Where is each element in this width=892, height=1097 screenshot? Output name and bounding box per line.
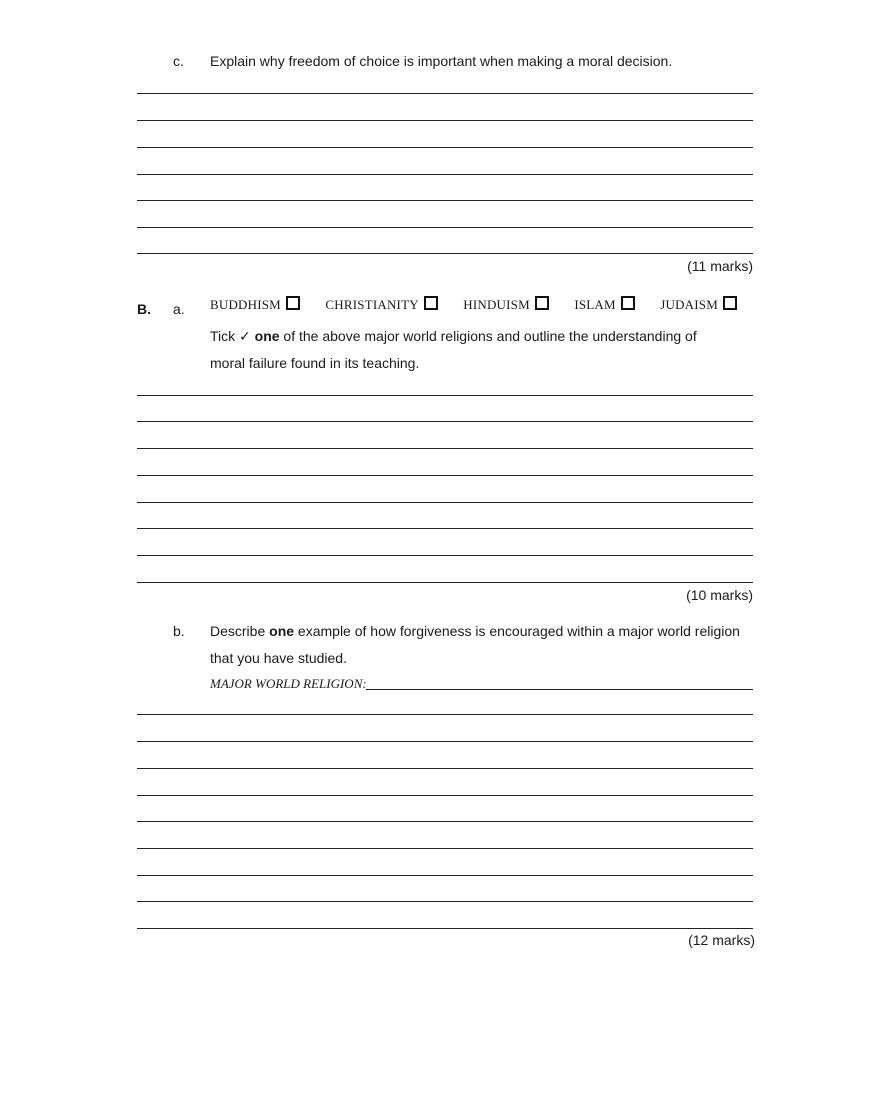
answer-line[interactable]	[137, 227, 753, 228]
answer-line[interactable]	[137, 768, 753, 769]
answer-line[interactable]	[137, 821, 753, 822]
religion-option-judaism	[660, 296, 737, 313]
question-b-text	[210, 623, 740, 639]
answer-line[interactable]	[137, 555, 753, 556]
answer-line[interactable]	[137, 253, 753, 254]
question-a-instruction-line2: moral failure found in its teaching.	[210, 355, 420, 371]
answer-line[interactable]	[137, 714, 753, 715]
question-c-text: Explain why freedom of choice is important when making a moral decision.	[210, 53, 673, 69]
question-b-prefix: Describe	[210, 623, 270, 639]
answer-line[interactable]	[137, 795, 753, 796]
instruction-prefix: Tick ✓	[210, 328, 255, 344]
tick-box[interactable]	[621, 296, 635, 310]
answer-line[interactable]	[137, 901, 753, 902]
question-letter-c: c.	[173, 53, 184, 69]
religion-option-buddhism	[210, 296, 300, 313]
question-letter-b: b.	[173, 623, 185, 639]
question-b-suffix: example of how forgiveness is encouraged within a major world religion	[294, 623, 740, 639]
tick-box[interactable]	[286, 296, 300, 310]
religion-label: CHRISTIANITY	[325, 297, 419, 312]
answer-line[interactable]	[137, 582, 753, 583]
religion-label: ISLAM	[574, 297, 616, 312]
answer-line[interactable]	[137, 502, 753, 503]
answer-line[interactable]	[137, 848, 753, 849]
answer-line[interactable]	[137, 147, 753, 148]
instruction-suffix: of the above major world religions and outline the understanding of	[279, 328, 697, 344]
tick-box[interactable]	[424, 296, 438, 310]
religion-option-christianity	[325, 296, 437, 313]
marks-b: (12 marks)	[688, 932, 755, 948]
religion-label: HINDUISM	[463, 297, 530, 312]
question-a-instruction	[210, 328, 697, 345]
answer-line[interactable]	[137, 200, 753, 201]
answer-line[interactable]	[137, 421, 753, 422]
answer-line[interactable]	[137, 528, 753, 529]
religion-options	[210, 296, 737, 313]
religion-label: JUDAISM	[660, 297, 718, 312]
marks-a: (10 marks)	[686, 587, 753, 603]
answer-line[interactable]	[137, 928, 753, 929]
answer-line[interactable]	[137, 120, 753, 121]
religion-option-hinduism	[463, 296, 549, 313]
section-label: B.	[137, 301, 151, 317]
tick-box[interactable]	[723, 296, 737, 310]
question-b-emphasis: one	[269, 623, 295, 639]
tick-box[interactable]	[535, 296, 549, 310]
question-b-text-line2: that you have studied.	[210, 650, 347, 666]
answer-line[interactable]	[137, 395, 753, 396]
instruction-emphasis: one	[254, 328, 280, 344]
marks-c: (11 marks)	[687, 258, 753, 274]
religion-option-islam	[574, 296, 634, 313]
answer-line[interactable]	[137, 741, 753, 742]
religion-label: BUDDHISM	[210, 297, 281, 312]
answer-line[interactable]	[137, 475, 753, 476]
answer-line[interactable]	[137, 875, 753, 876]
answer-line[interactable]	[137, 174, 753, 175]
religion-field-line[interactable]	[366, 689, 753, 690]
answer-line[interactable]	[137, 93, 753, 94]
religion-field-label: MAJOR WORLD RELIGION:	[210, 676, 367, 691]
question-letter-a: a.	[173, 301, 185, 317]
answer-line[interactable]	[137, 448, 753, 449]
